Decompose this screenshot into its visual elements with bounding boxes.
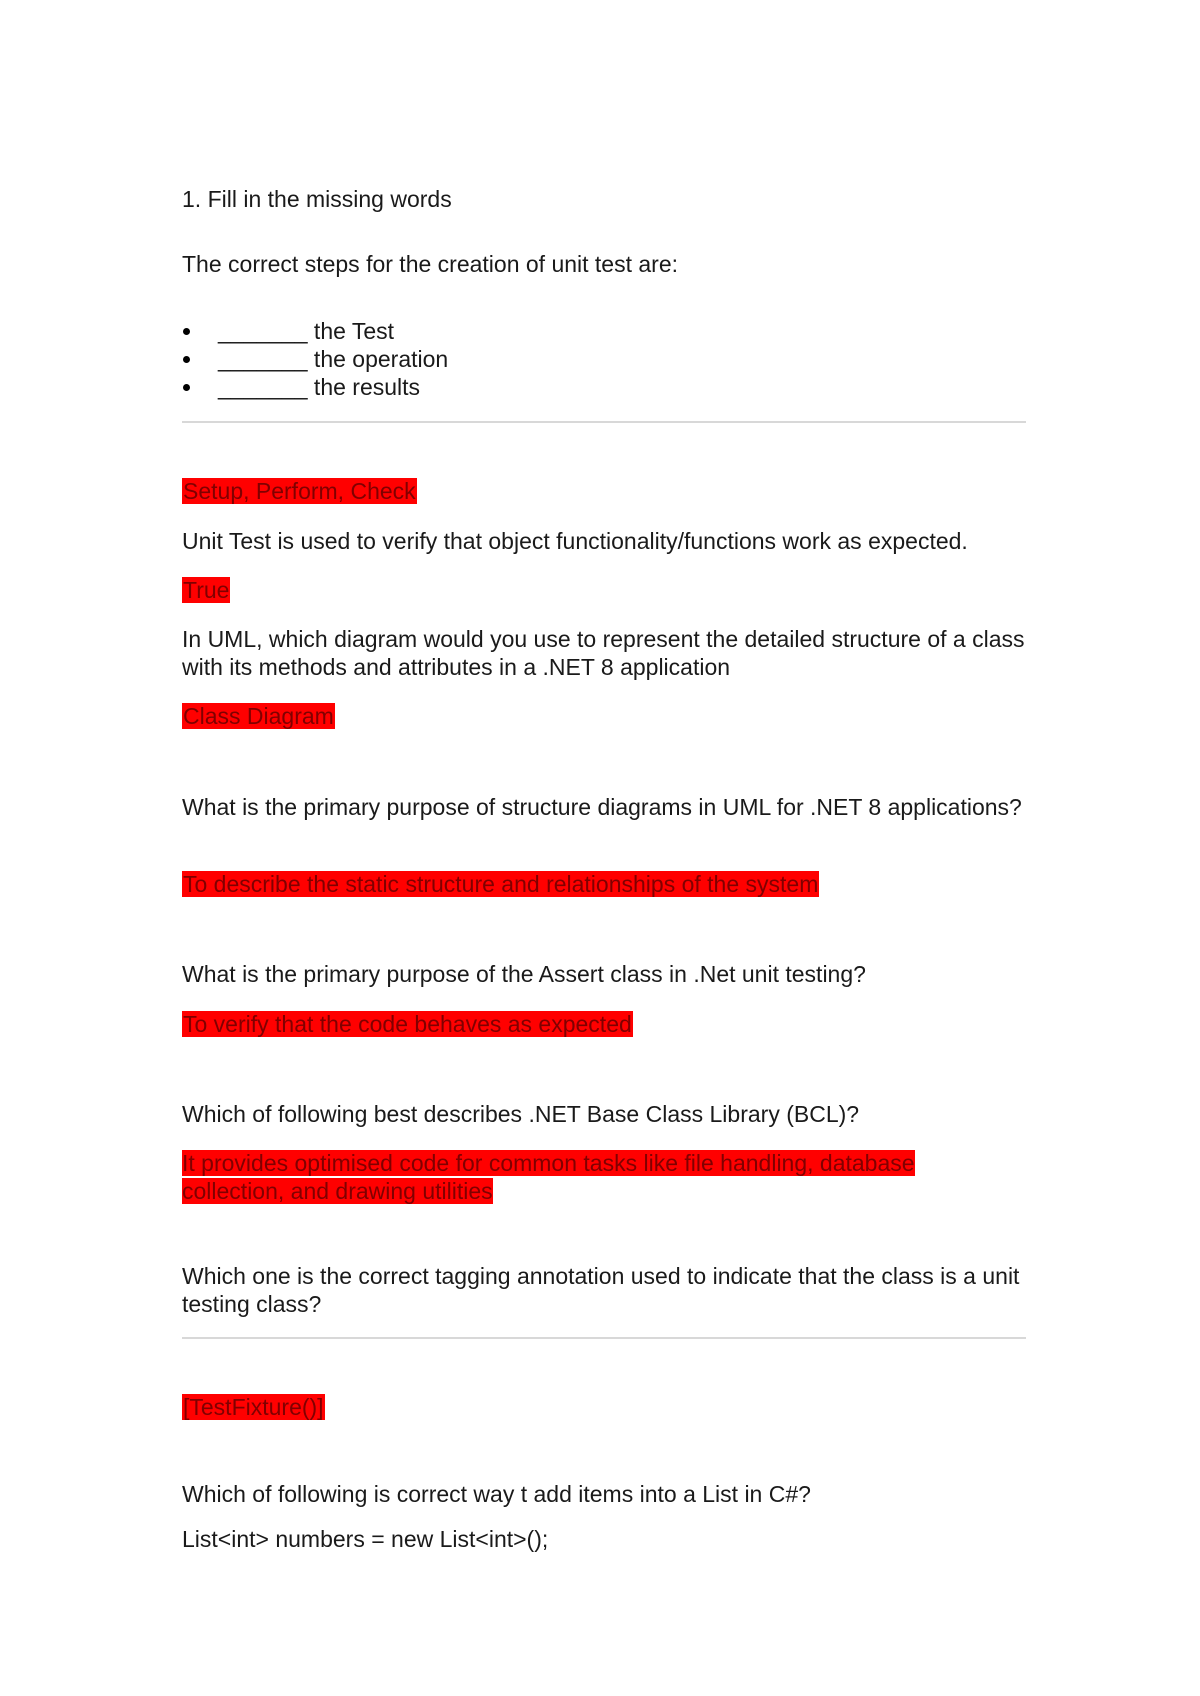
q2-statement: Unit Test is used to verify that object functionality/functions work as expected. (182, 528, 968, 554)
q6-answer: It provides optimised code for common tasks like file handling, database collection, and drawing utilities (182, 1150, 915, 1204)
q3-answer: Class Diagram (183, 703, 334, 729)
q5-answer: To verify that the code behaves as expected (183, 1011, 632, 1037)
q6-answer-line (182, 1149, 972, 1205)
q5-question: What is the primary purpose of the Assert class in .Net unit testing? (182, 961, 866, 987)
q2-answer: True (183, 577, 230, 603)
q4-question: What is the primary purpose of structure diagrams in UML for .NET 8 applications? (182, 794, 1022, 820)
q3-answer-line (182, 702, 335, 730)
q7-question: Which one is the correct tagging annotation used to indicate that the class is a unit testing class? (182, 1263, 1020, 1317)
list-item-text: _______ the Test (218, 318, 395, 344)
bullet-icon (183, 356, 190, 363)
q6-question: Which of following best describes .NET Base Class Library (BCL)? (182, 1101, 860, 1127)
q1-intro: The correct steps for the creation of unit test are: (182, 251, 679, 277)
q1-heading: 1. Fill in the missing words (182, 186, 452, 212)
q8-question: Which of following is correct way t add items into a List in C#? (182, 1481, 811, 1507)
bullet-icon (183, 384, 190, 391)
q3-question: In UML, which diagram would you use to represent the detailed structure of a class with its methods and attributes in a .NET 8 application (182, 626, 1025, 680)
list-item (182, 373, 448, 401)
list-item-text: _______ the operation (218, 346, 449, 372)
bullet-icon (183, 328, 190, 335)
q7-answer-line (182, 1393, 325, 1421)
horizontal-divider (182, 421, 1026, 423)
q7-answer: [TestFixture()] (183, 1394, 324, 1420)
list-item-text: _______ the results (218, 374, 421, 400)
horizontal-divider (182, 1337, 1026, 1339)
q1-bullet-list (182, 317, 448, 401)
q5-answer-line (182, 1010, 633, 1038)
q1-answer: Setup, Perform, Check (183, 478, 416, 504)
list-item (182, 317, 448, 345)
list-item (182, 345, 448, 373)
q8-code: List<int> numbers = new List<int>(); (182, 1526, 549, 1552)
q4-answer: To describe the static structure and relationships of the system (183, 871, 819, 897)
q2-answer-line (182, 576, 230, 604)
q4-answer-line (182, 870, 819, 898)
q1-answer-line (182, 477, 417, 505)
